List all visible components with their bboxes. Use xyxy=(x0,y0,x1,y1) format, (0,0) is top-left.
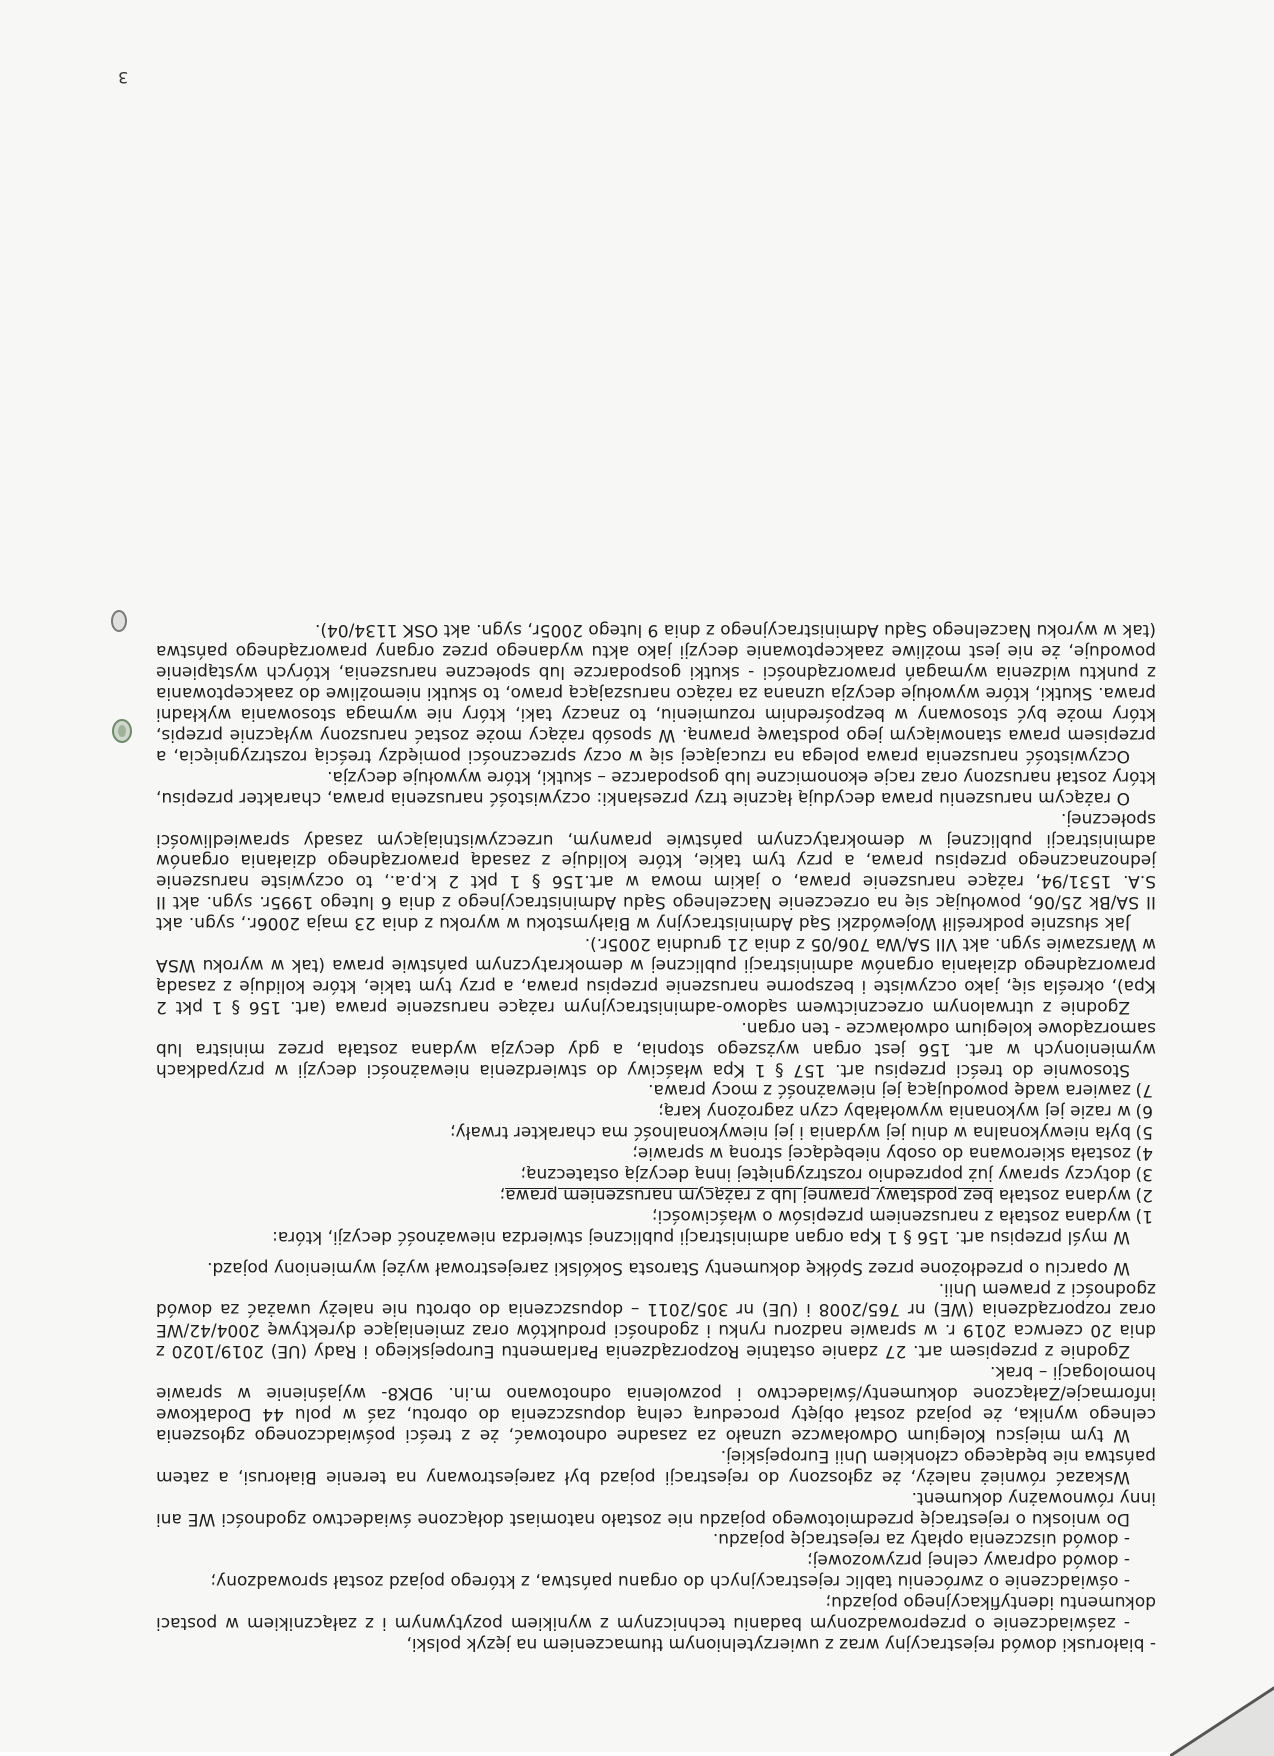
list-number: 5) xyxy=(1135,1122,1153,1143)
list-number: 4) xyxy=(1135,1143,1153,1164)
list-text: była niewykonalna w dniu jej wydania i jej niewykonalność ma charakter trwały; xyxy=(449,1122,1131,1143)
list-text: zawiera wadę powodującą jej nieważność z mocy prawa. xyxy=(648,1080,1131,1101)
document-body xyxy=(156,620,1156,1654)
list-number: 3) xyxy=(1135,1164,1153,1185)
list-number: 1) xyxy=(1135,1205,1153,1226)
list-item xyxy=(156,1142,1153,1164)
list-number: 7) xyxy=(1135,1080,1153,1101)
paragraph: O rażącym naruszeniu prawa decydują łącznie trzy przesłanki: oczywistość naruszenia prawa, charakter przepisu, który został naruszony oraz racje ekonomiczne lub gospodarcze – skutki, które wywołuje decyzja. xyxy=(156,766,1156,808)
paragraph: Stosownie do treści przepisu art. 157 § 1 Kpa właściwy do stwierdzenia nieważności decyzji w przypadkach wymienionych w art. 156 jest organ wyższego stopnia, a gdy decyzja wydana została przez ministra lub samorządowe kolegium odwoławcze - ten organ. xyxy=(156,1017,1156,1080)
nullity-grounds-list xyxy=(156,1080,1156,1226)
folded-corner-mark xyxy=(1170,1684,1274,1756)
paragraph: Zgodnie z utrwalonym orzecznictwem sądowo-administracyjnym rażące naruszenie prawa (art. 156 § 1 pkt 2 Kpa), określa się, jako oczywiste i bezsporne naruszenie przepisu prawa, a przy tym takie, które koliduje z zasadą praworządnego działania organów administracji publicznej w demokratycznym państwie prawa (tak w wyroku WSA w Warszawie sygn. akt VII SA/Wa 706/05 z dnia 21 grudnia 2005r.). xyxy=(156,934,1156,1017)
list-text: ; xyxy=(499,1184,506,1205)
paragraph: W oparciu o przedłożone przez Spółkę dokumenty Starosta Sokólski zarejestrował wyżej wymieniony pojazd. xyxy=(207,1257,1130,1278)
list-number: 2) xyxy=(1135,1184,1153,1205)
margin-stamp-mark xyxy=(109,608,129,634)
paragraph: Do wniosku o rejestrację przedmiotowego pojazdu nie zostało natomiast dołączone świadectwo zgodności WE ani inny równoważny dokument. xyxy=(156,1487,1156,1529)
list-item: - zaświadczenie o przeprowadzonym badaniu technicznym z wynikiem pozytywnym i z załącznikiem w postaci dokumentu identyfikacyjnego pojazdu; xyxy=(156,1592,1156,1634)
page-number: 3 xyxy=(118,68,129,87)
list-text: w razie jej wykonania wywołałaby czyn zagrożony karą; xyxy=(658,1101,1131,1122)
paragraph: Zgodnie z przepisem art. 27 zdanie ostatnie Rozporządzenia Parlamentu Europejskiego i Rady (UE) 2019/1020 z dnia 20 czerwca 2019 r. w sprawie nadzoru rynku i zgodności produktów oraz zmieniające dyrektywę 2004/42/WE oraz rozporządzenia (WE) nr 765/2008 i (UE) nr 305/2011 – dopuszczenia do obrotu nie należy uważać za dowód zgodności z prawem Unii. xyxy=(156,1278,1156,1362)
paragraph: Jak słusznie podkreślił Wojewódzki Sąd Administracyjny w Białymstoku w wyroku z dnia 23 maja 2006r., sygn. akt II SA/Bk 25/06, powołując się na orzeczenie Naczelnego Sądu Administracyjnego z dnia 6 lutego 1995r. sygn. akt II S.A. 1531/94, rażące naruszenie prawa, o jakim mowa w art.156 § 1 pkt 2 k.p.a., to oczywiste naruszenie jednoznacznego przepisu prawa, a przy tym takie, które koliduje z zasadą praworządnego działania organów administracji publicznej w demokratycznym państwie prawnym, urzeczywistniającym zasady sprawiedliwości społecznej. xyxy=(156,808,1156,934)
list-item xyxy=(156,1163,1153,1185)
list-item xyxy=(156,1100,1153,1122)
list-item: - białoruski dowód rejestracyjny wraz z uwierzytelnionym tłumaczeniem na język polski, xyxy=(406,1634,1156,1654)
paragraph: Wskazać również należy, że zgłoszony do rejestracji pojazd był zarejestrowany na terenie Białorusi, a zatem państwa nie będącego członkiem Unii Europejskiej. xyxy=(156,1445,1156,1487)
list-text: dotyczy sprawy już poprzednio rozstrzygniętej inną decyzją ostateczną; xyxy=(520,1164,1131,1185)
list-item xyxy=(156,1121,1153,1143)
list-text: wydana została xyxy=(993,1184,1131,1205)
list-text: wydana została z naruszeniem przepisów o właściwości; xyxy=(651,1205,1131,1226)
list-item xyxy=(156,1080,1153,1101)
list-text: została skierowana do osoby niebędącej stroną w sprawie; xyxy=(632,1143,1131,1164)
paragraph: W myśl przepisu art. 156 § 1 Kpa organ administracji publicznej stwierdza nieważność decyzji, która: xyxy=(272,1226,1130,1247)
list-item: - oświadczenie o zwróceniu tablic rejestracyjnych do organu państwa, z którego pojazd został sprowadzony; xyxy=(210,1571,1130,1592)
list-item xyxy=(156,1184,1153,1205)
list-item xyxy=(156,1205,1153,1226)
paragraph: W tym miejscu Kolegium Odwoławcze uznało za zasadne odnotować, że z treści poświadczonego zgłoszenia celnego wynika, że pojazd został objęty procedurą celną dopuszczenia do obrotu, zaś w polu 44 Dodatkowe informacje/Załączone dokumenty/świadectwo i pozwolenia odnotowano m.in. 9DK8- wyjaśnienie w sprawie homologacji – brak. xyxy=(156,1362,1156,1445)
margin-stamp-mark xyxy=(110,718,134,744)
list-number: 6) xyxy=(1135,1101,1153,1122)
list-item: - dowód odprawy celnej przywozowej; xyxy=(806,1550,1130,1571)
paragraph: Oczywistość naruszenia prawa polega na rzucającej się w oczy sprzeczności pomiędzy treścią rozstrzygnięcia, a przepisem prawa stanowiącym jego podstawę prawną. W sposób rażący może zostać naruszony wyłącznie przepis, który może być stosowany w bezpośrednim rozumieniu, to znaczy taki, który nie wymaga stosowania wykładni prawa. Skutki, które wywołuje decyzja uznana za rażąco naruszającą prawo, to skutki niemożliwe do zaakceptowania z punktu widzenia wymagań praworządności - skutki gospodarcze lub społeczne naruszenia, których wystąpienie powoduje, że nie jest możliwe zaakceptowanie decyzji jako aktu wydanego przez organy praworządnego państwa (tak w wyroku Naczelnego Sądu Administracyjnego z dnia 9 lutego 2005r, sygn. akt OSK 1134/04). xyxy=(156,620,1156,766)
list-item: - dowód uiszczenia opłaty za rejestrację pojazdu. xyxy=(712,1529,1130,1550)
underlined-text: bez podstawy prawnej lub z rażącym naruszeniem prawa xyxy=(505,1184,994,1205)
